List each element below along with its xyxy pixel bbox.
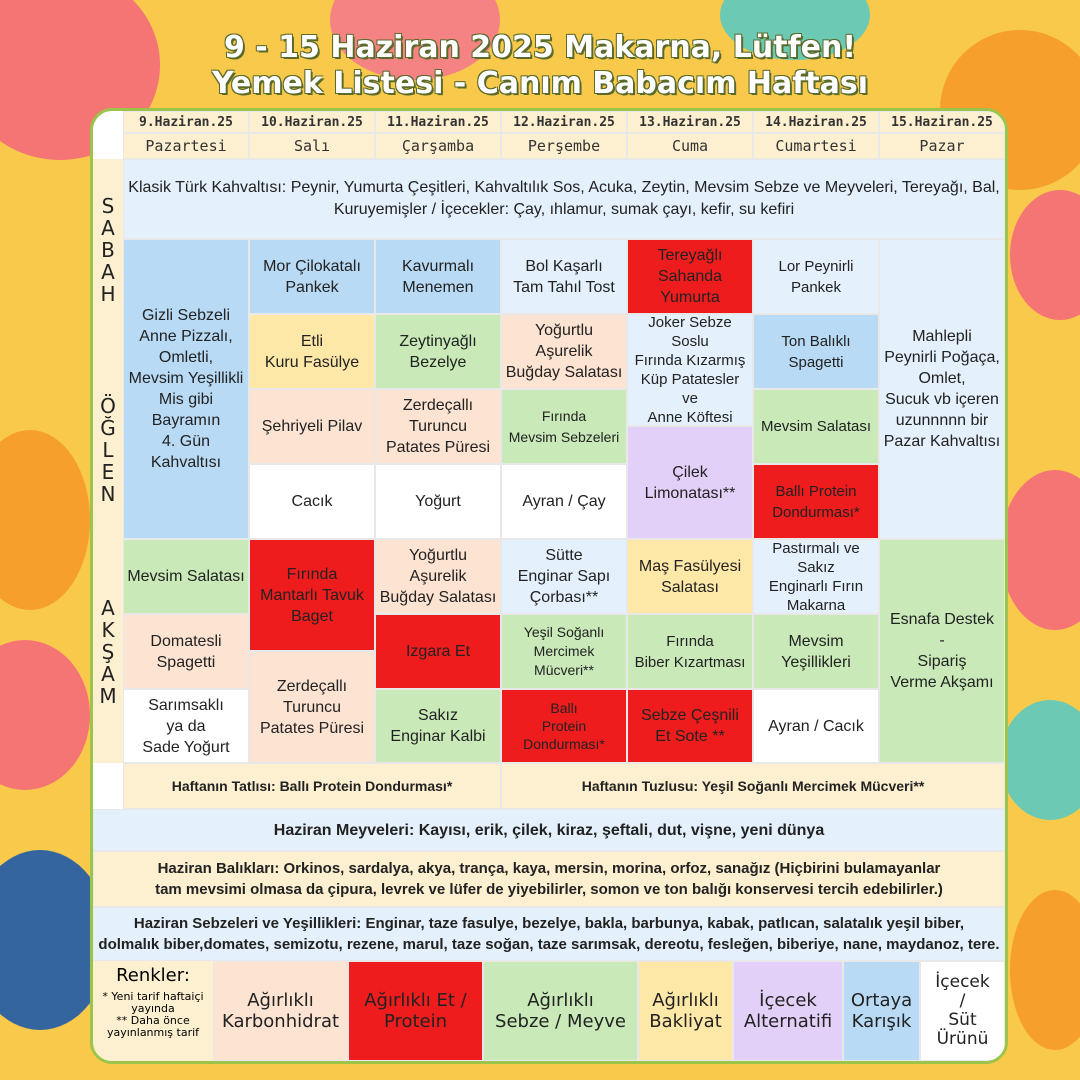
sabah-label: SABAH bbox=[96, 194, 120, 304]
lunch-thu-3: Fırında Mevsim Sebzeleri bbox=[501, 389, 627, 464]
lunch-wed-3: Zerdeçallı Turuncu Patates Püresi bbox=[375, 389, 501, 464]
orange-decoration bbox=[0, 430, 90, 610]
dinner-wed-2: Izgara Et bbox=[375, 614, 501, 689]
apple-decoration bbox=[1010, 190, 1080, 320]
section-label-evening bbox=[93, 539, 123, 763]
june-vegetables: Haziran Sebzeleri ve Yeşillikleri: Enginar, taze fasulye, bezelye, bakla, barbunya, kabak, patlıcan, salatalık yeşil biber, dolmalık biber,domates, semizotu, rezene, marul, taze soğan, taze sarımsak, dereotu, fesleğen, biberiye, nane, maydanoz, tere. bbox=[93, 907, 1005, 961]
dinner-sat-1: Pastırmalı ve Sakız Enginarlı Fırın Makarna bbox=[753, 539, 879, 614]
lunch-mon: Gizli Sebzeli Anne Pizzalı, Omletli, Mevsim Yeşillikli Mis gibi Bayramın 4. Gün Kahvaltısı bbox=[123, 239, 249, 539]
lunch-sat-4: Ballı Protein Dondurması* bbox=[753, 464, 879, 539]
day-date: 13.Haziran.25 bbox=[627, 111, 753, 133]
oglen-label: ÖĞLEN bbox=[96, 394, 120, 504]
day-name: Pazar bbox=[879, 133, 1005, 159]
day-date: 11.Haziran.25 bbox=[375, 111, 501, 133]
june-fruits: Haziran Meyveleri: Kayısı, erik, çilek, kiraz, şeftali, dut, vişne, yeni dünya bbox=[93, 809, 1005, 851]
day-name: Pazartesi bbox=[123, 133, 249, 159]
dinner-wed-1: Yoğurtlu Aşurelik Buğday Salatası bbox=[375, 539, 501, 614]
weekly-sweet: Haftanın Tatlısı: Ballı Protein Dondurması* bbox=[123, 763, 501, 809]
orange-decoration bbox=[1010, 890, 1080, 1050]
day-date: 14.Haziran.25 bbox=[753, 111, 879, 133]
dinner-tue-2: Zerdeçallı Turuncu Patates Püresi bbox=[249, 651, 375, 763]
menu-board bbox=[90, 108, 1008, 1064]
title-line-2: Yemek Listesi - Canım Babacım Haftası bbox=[211, 66, 869, 101]
title-line-1: 9 - 15 Haziran 2025 Makarna, Lütfen! bbox=[223, 30, 857, 65]
lunch-thu-1: Bol Kaşarlı Tam Tahıl Tost bbox=[501, 239, 627, 314]
legend-meat: Ağırlıklı Et / Protein bbox=[348, 961, 483, 1061]
dinner-thu-1: Sütte Enginar Sapı Çorbası** bbox=[501, 539, 627, 614]
dinner-fri-2: Fırında Biber Kızartması bbox=[627, 614, 753, 689]
dinner-sat-3: Ayran / Cacık bbox=[753, 689, 879, 763]
june-fish: Haziran Balıkları: Orkinos, sardalya, akya, trança, kaya, mersin, morina, orfoz, sanağız (Hiçbirini bulamayanlar tam mevsimi olmasa da çipura, levrek ve lüfer de yiyebilirler, somon ve ton balığı konservesi tercih edebilirler.) bbox=[93, 851, 1005, 907]
lunch-wed-2: Zeytinyağlı Bezelye bbox=[375, 314, 501, 389]
dinner-tue-1: Fırında Mantarlı Tavuk Baget bbox=[249, 539, 375, 651]
lunch-wed-4: Yoğurt bbox=[375, 464, 501, 539]
dinner-mon-2: Domatesli Spagetti bbox=[123, 614, 249, 689]
lunch-thu-2: Yoğurtlu Aşurelik Buğday Salatası bbox=[501, 314, 627, 389]
breakfast-cell: Klasik Türk Kahvaltısı: Peynir, Yumurta Çeşitleri, Kahvaltılık Sos, Acuka, Zeytin, Mevsim Sebze ve Meyveleri, Tereyağı, Bal, Kuruyemişler / İçecekler: Çay, ıhlamur, sumak çayı, kefir, su kefiri bbox=[123, 159, 1005, 239]
day-name: Perşembe bbox=[501, 133, 627, 159]
dinner-thu-3: Ballı Protein Dondurması* bbox=[501, 689, 627, 763]
day-date: 12.Haziran.25 bbox=[501, 111, 627, 133]
lunch-tue-4: Cacık bbox=[249, 464, 375, 539]
lunch-fri-3: Çilek Limonatası** bbox=[627, 426, 753, 539]
aksam-label: AKŞAM bbox=[96, 596, 120, 706]
section-label-morning-noon bbox=[93, 159, 123, 539]
legend-carb: Ağırlıklı Karbonhidrat bbox=[213, 961, 348, 1061]
day-name: Çarşamba bbox=[375, 133, 501, 159]
page-title bbox=[0, 30, 1080, 102]
lunch-sun: Mahlepli Peynirli Poğaça, Omlet, Sucuk vb içeren uzunnnnn bir Pazar Kahvaltısı bbox=[879, 239, 1005, 539]
day-date: 9.Haziran.25 bbox=[123, 111, 249, 133]
day-date: 10.Haziran.25 bbox=[249, 111, 375, 133]
lunch-tue-1: Mor Çilokatalı Pankek bbox=[249, 239, 375, 314]
legend-mixed: Ortaya Karışık bbox=[843, 961, 920, 1061]
dinner-sun: Esnafa Destek - Sipariş Verme Akşamı bbox=[879, 539, 1005, 763]
weekly-salty: Haftanın Tuzlusu: Yeşil Soğanlı Mercimek Mücveri** bbox=[501, 763, 1005, 809]
lunch-sat-2: Ton Balıklı Spagetti bbox=[753, 314, 879, 389]
legend-veg: Ağırlıklı Sebze / Meyve bbox=[483, 961, 638, 1061]
apple-decoration bbox=[1000, 470, 1080, 630]
lunch-wed-1: Kavurmalı Menemen bbox=[375, 239, 501, 314]
lunch-sat-3: Mevsim Salatası bbox=[753, 389, 879, 464]
day-name: Cumartesi bbox=[753, 133, 879, 159]
dinner-mon-1: Mevsim Salatası bbox=[123, 539, 249, 614]
dinner-sat-2: Mevsim Yeşillikleri bbox=[753, 614, 879, 689]
leaf-decoration bbox=[1000, 700, 1080, 820]
lunch-tue-3: Şehriyeli Pilav bbox=[249, 389, 375, 464]
legend-box bbox=[93, 961, 213, 1061]
lunch-tue-2: Etli Kuru Fasülye bbox=[249, 314, 375, 389]
dinner-wed-3: Sakız Enginar Kalbi bbox=[375, 689, 501, 763]
legend-title: Renkler: bbox=[116, 965, 190, 986]
day-date: 15.Haziran.25 bbox=[879, 111, 1005, 133]
dinner-fri-1: Maş Fasülyesi Salatası bbox=[627, 539, 753, 614]
lunch-sat-1: Lor Peynirli Pankek bbox=[753, 239, 879, 314]
dinner-thu-2: Yeşil Soğanlı Mercimek Mücveri** bbox=[501, 614, 627, 689]
day-name: Cuma bbox=[627, 133, 753, 159]
legend-legume: Ağırlıklı Bakliyat bbox=[638, 961, 733, 1061]
legend-note-old: ** Daha önce yayınlanmış tarif bbox=[106, 1014, 200, 1039]
lunch-fri-2: Joker Sebze Soslu Fırında Kızarmış Küp Patatesler ve Anne Köftesi bbox=[627, 314, 753, 426]
dinner-fri-3: Sebze Çeşnili Et Sote ** bbox=[627, 689, 753, 763]
lunch-thu-4: Ayran / Çay bbox=[501, 464, 627, 539]
apple-decoration bbox=[0, 640, 90, 790]
lunch-fri-1: Tereyağlı Sahanda Yumurta bbox=[627, 239, 753, 314]
day-name: Salı bbox=[249, 133, 375, 159]
legend-note-new: * Yeni tarif haftaiçi yayında bbox=[102, 990, 204, 1015]
legend-dairy: İçecek / Süt Ürünü bbox=[920, 961, 1005, 1061]
dinner-mon-3: Sarımsaklı ya da Sade Yoğurt bbox=[123, 689, 249, 763]
legend-drink: İçecek Alternatifi bbox=[733, 961, 843, 1061]
